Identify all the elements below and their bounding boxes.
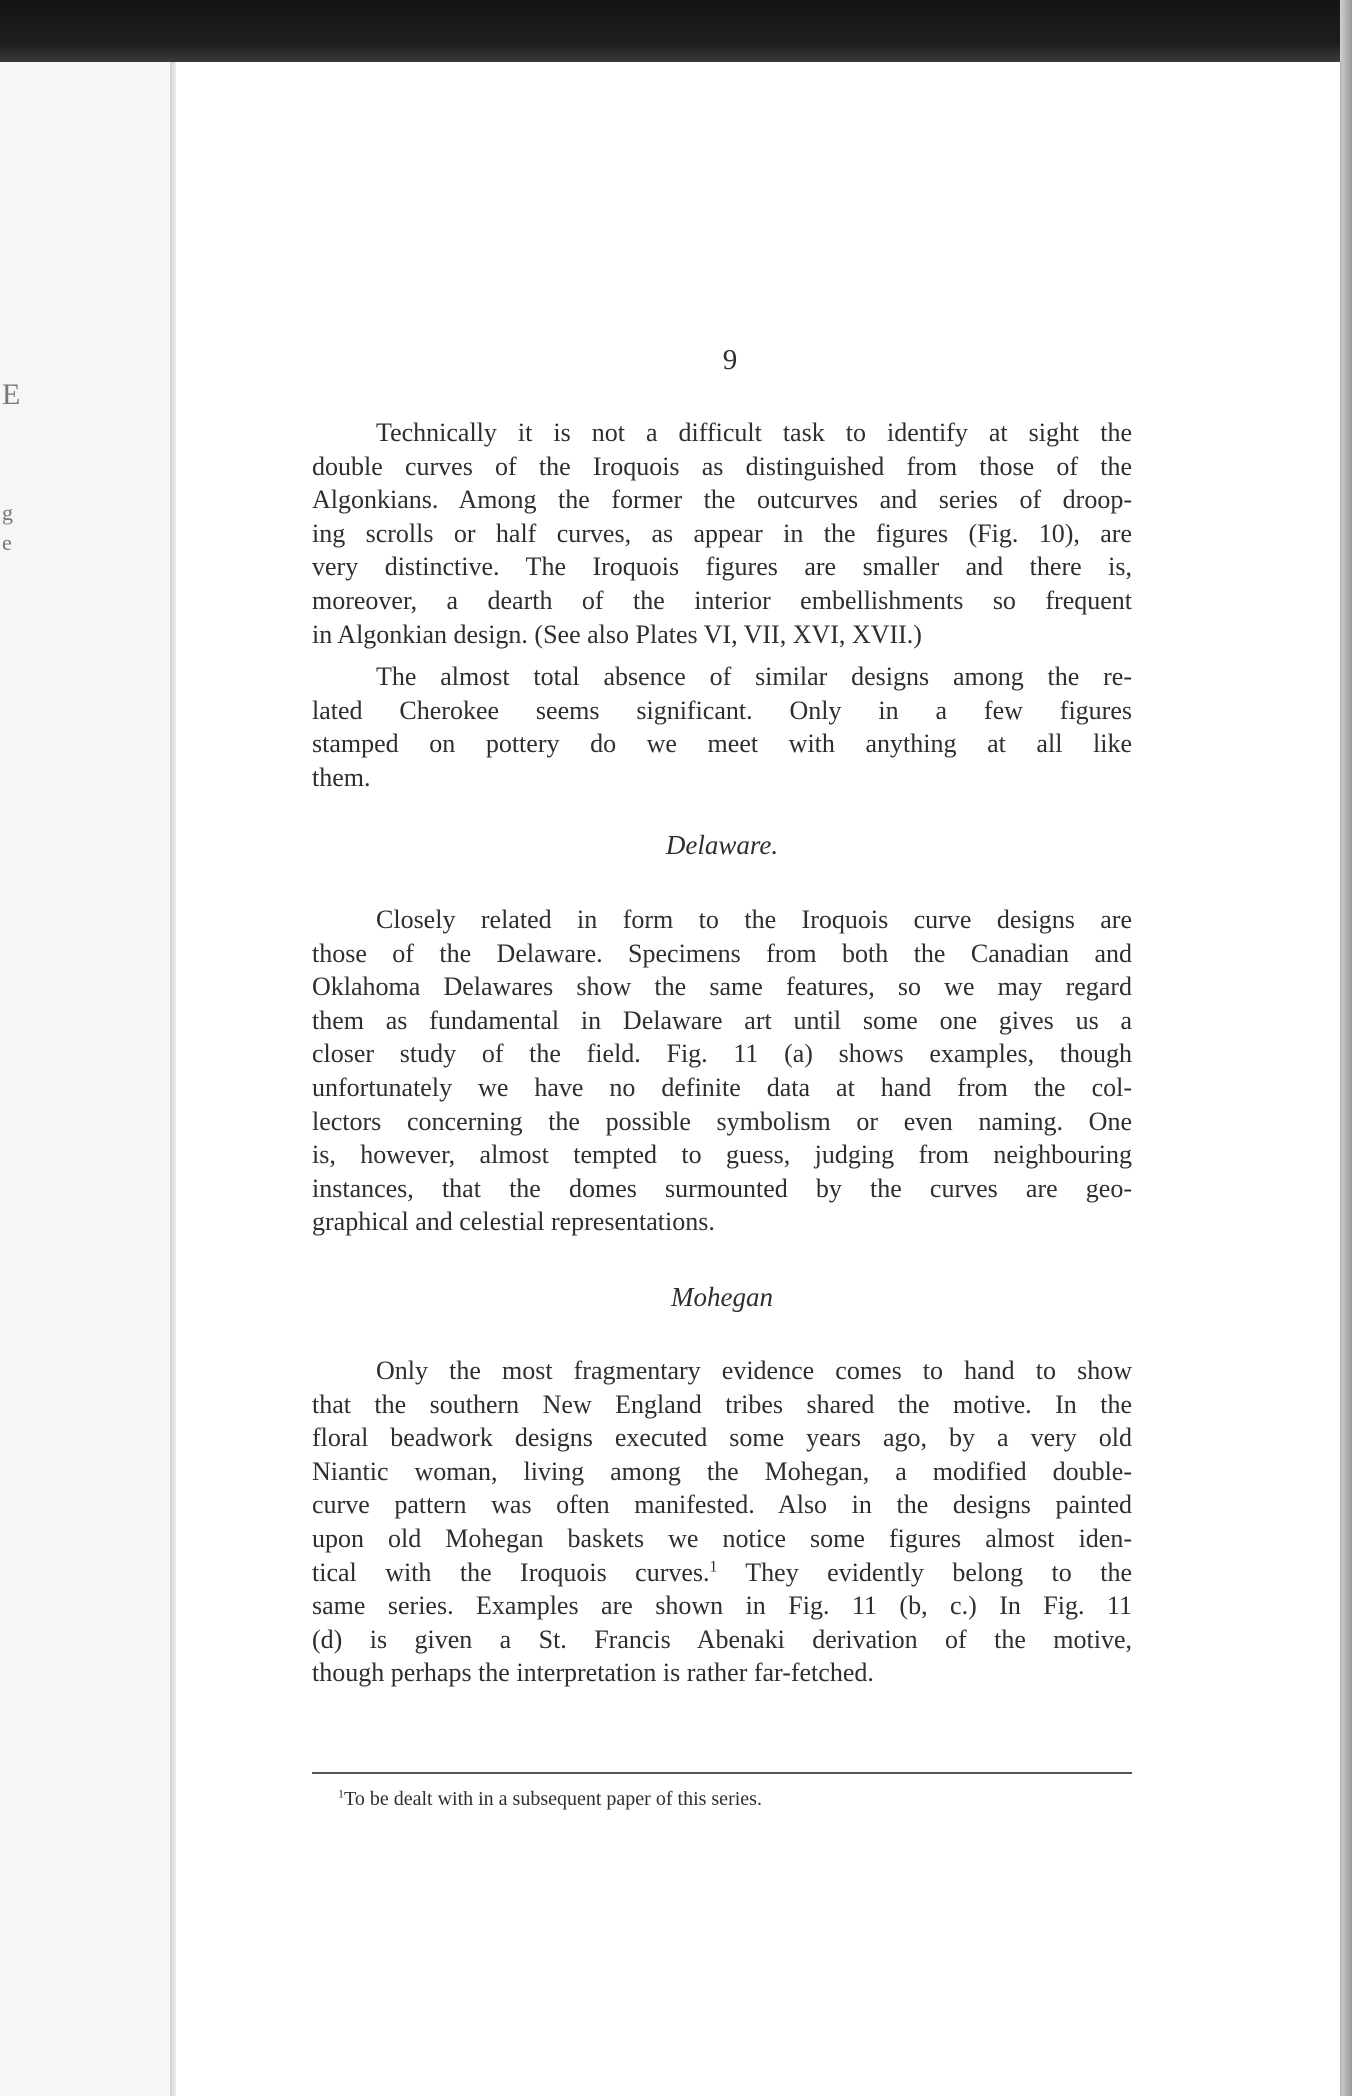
text-line: that the southern New England tribes shared the motive. In the	[312, 1389, 1132, 1419]
text-line: double curves of the Iroquois as distinguished from those of the	[312, 451, 1132, 481]
facing-page-letter: e	[2, 530, 12, 555]
footnote-reference: 1	[709, 1557, 718, 1575]
scan-top-border	[0, 0, 1352, 62]
text-line: those of the Delaware. Specimens from both the Canadian and	[312, 938, 1132, 968]
text-line: unfortunately we have no definite data at hand from the col-	[312, 1072, 1132, 1102]
paragraph-mohegan	[312, 1354, 1132, 1690]
facing-page-letter: g	[2, 500, 13, 525]
text-line-with-footnote	[312, 1556, 1132, 1590]
text-line: ing scrolls or half curves, as appear in the figures (Fig. 10), are	[312, 518, 1132, 548]
footnote-divider	[312, 1772, 1132, 1774]
text-line: Closely related in form to the Iroquois curve designs are	[376, 905, 1132, 934]
footnote-marker: 1	[338, 1786, 344, 1801]
text-line: Oklahoma Delawares show the same features, so we may regard	[312, 972, 1132, 1002]
page-right-edge	[1340, 62, 1342, 2096]
section-heading-mohegan: Mohegan	[671, 1282, 773, 1312]
text-line: closer study of the field. Fig. 11 (a) shows examples, though	[312, 1039, 1132, 1069]
text-line: same series. Examples are shown in Fig. 11 (b, c.) In Fig. 11	[312, 1591, 1132, 1621]
page-number: 9	[722, 344, 738, 376]
text-line: though perhaps the interpretation is rather far-fetched.	[312, 1658, 874, 1688]
text-line: stamped on pottery do we meet with anything at all like	[312, 729, 1132, 759]
text-line: instances, that the domes surmounted by the curves are geo-	[312, 1173, 1132, 1203]
text-line: in Algonkian design. (See also Plates VI, VII, XVI, XVII.)	[312, 619, 922, 649]
text-line: Technically it is not a difficult task to identify at sight the	[376, 418, 1132, 447]
text-line: lectors concerning the possible symbolism or even naming. One	[312, 1106, 1132, 1136]
paragraph-iroquois-curves	[312, 416, 1132, 651]
text-line: them.	[312, 762, 371, 792]
book-gutter	[170, 62, 176, 2096]
text-line: (d) is given a St. Francis Abenaki derivation of the motive,	[312, 1624, 1132, 1654]
text-line: upon old Mohegan baskets we notice some figures almost iden-	[312, 1523, 1132, 1553]
text-line: Algonkians. Among the former the outcurves and series of droop-	[312, 485, 1132, 515]
text-line: graphical and celestial representations.	[312, 1207, 715, 1237]
text-line: Only the most fragmentary evidence comes to hand to show	[376, 1356, 1132, 1385]
text-line-start: tical with the Iroquois curves.	[312, 1557, 710, 1587]
footnote	[338, 1788, 762, 1811]
facing-page-edge	[0, 62, 172, 2096]
text-line-end: They evidently belong to the	[717, 1557, 1132, 1587]
paragraph-cherokee	[312, 660, 1132, 794]
text-line: moreover, a dearth of the interior embellishments so frequent	[312, 585, 1132, 615]
paragraph-delaware	[312, 903, 1132, 1239]
text-line: floral beadwork designs executed some years ago, by a very old	[312, 1423, 1132, 1453]
text-line: lated Cherokee seems significant. Only in a few figures	[312, 695, 1132, 725]
text-line: Niantic woman, living among the Mohegan, a modified double-	[312, 1456, 1132, 1486]
section-heading-delaware: Delaware.	[665, 830, 779, 860]
text-line: curve pattern was often manifested. Also in the designs painted	[312, 1490, 1132, 1520]
text-line: is, however, almost tempted to guess, judging from neighbouring	[312, 1140, 1132, 1170]
text-line: very distinctive. The Iroquois figures are smaller and there is,	[312, 552, 1132, 582]
text-line: them as fundamental in Delaware art until some one gives us a	[312, 1005, 1132, 1035]
facing-page-letter: E	[2, 378, 21, 411]
text-line: The almost total absence of similar designs among the re-	[376, 662, 1132, 691]
footnote-text: To be dealt with in a subsequent paper of this series.	[344, 1788, 762, 1810]
